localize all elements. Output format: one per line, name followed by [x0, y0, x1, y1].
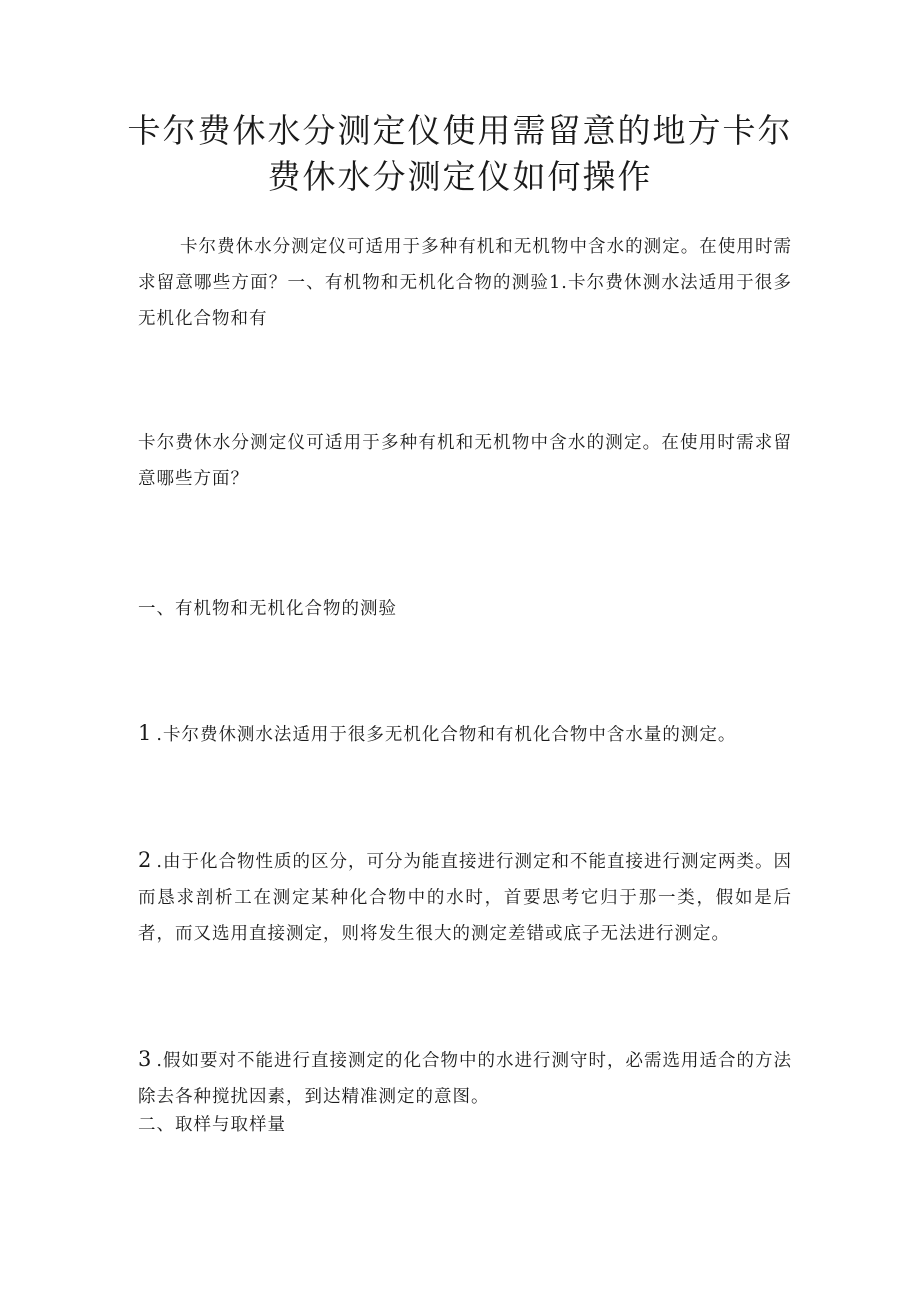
list-item-2-text: .由于化合物性质的区分，可分为能直接进行测定和不能直接进行测定两类。因而恳求剖析工在测定某种化合物中的水时，首要思考它归于那一类，假如是后者，而又选用直接测定，则将发生很大的测定差错或底子无法进行测定。 — [138, 852, 792, 944]
section-2-heading: 二、取样与取样量 — [138, 1115, 286, 1135]
list-item-2 — [138, 842, 792, 952]
list-item-1 — [138, 715, 792, 753]
list-item-3 — [138, 1041, 792, 1115]
section-1-heading: 一、有机物和无机化合物的测验 — [138, 599, 397, 619]
list-item-3-number: 3 — [138, 1047, 153, 1071]
list-item-1-number: 1 — [138, 721, 153, 745]
document-title: 卡尔费休水分测定仪使用需留意的地方卡尔费休水分测定仪如何操作 — [127, 111, 793, 196]
intro-paragraph: 卡尔费休水分测定仪可适用于多种有机和无机物中含水的测定。在使用时需求留意哪些方面？ — [138, 433, 792, 489]
list-item-3-text: .假如要对不能进行直接测定的化合物中的水进行测守时，必需选用适合的方法除去各种搅扰因素，到达精准测定的意图。 — [138, 1051, 792, 1107]
list-item-2-number: 2 — [138, 848, 153, 872]
summary-paragraph: 卡尔费休水分测定仪可适用于多种有机和无机物中含水的测定。在使用时需求留意哪些方面？一、有机物和无机化合物的测验1.卡尔费休测水法适用于很多无机化合物和有 — [138, 237, 792, 329]
list-item-1-text: .卡尔费休测水法适用于很多无机化合物和有机化合物中含水量的测定。 — [156, 725, 737, 745]
